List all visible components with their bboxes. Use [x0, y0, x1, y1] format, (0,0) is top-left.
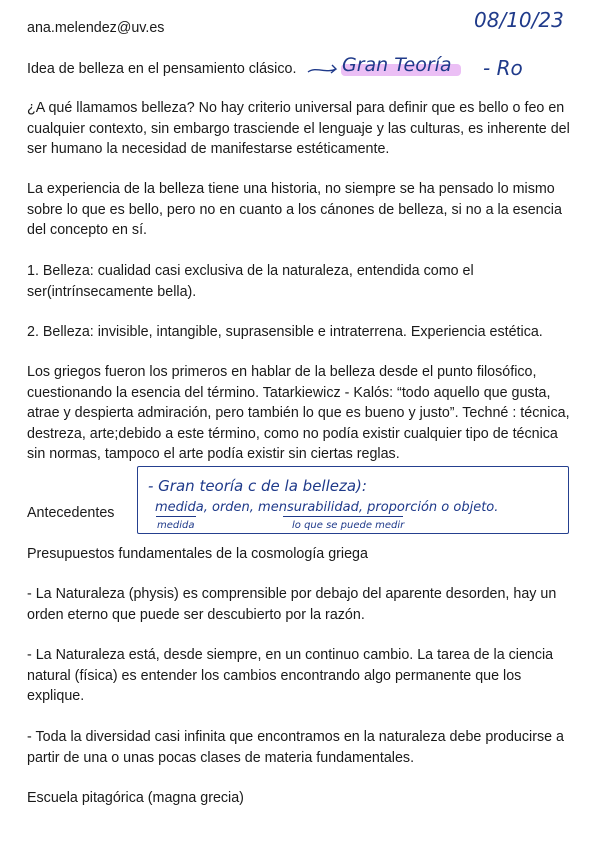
handwritten-date: 08/10/23: [474, 8, 564, 32]
handwritten-under-mensurabilidad: lo que se puede medir: [292, 520, 405, 531]
handwritten-under-medida: medida: [157, 520, 195, 531]
paragraph-8: - Toda la diversidad casi infinita que encontramos en la naturaleza debe producirse a partir de una o unas pocas clases de materia fundamentales.: [27, 729, 564, 766]
arrow-icon: [306, 60, 342, 80]
handwritten-box-line-1: - Gran teoría c de la belleza):: [148, 477, 367, 495]
handwritten-title-suffix: - Ro: [483, 56, 523, 80]
paragraph-3: 1. Belleza: cualidad casi exclusiva de la naturaleza, entendida como el ser(intrínsecamente bella).: [27, 263, 474, 300]
email: ana.melendez@uv.es: [27, 20, 165, 36]
paragraph-6: - La Naturaleza (physis) es comprensible por debajo del aparente desorden, hay un orden eterno que puede ser descubierto por la razón.: [27, 586, 557, 623]
handwritten-title-note: Gran Teoría: [342, 54, 452, 76]
paragraph-4: 2. Belleza: invisible, intangible, suprasensible e intraterrena. Experiencia estética.: [27, 324, 543, 340]
paragraph-9: Escuela pitagórica (magna grecia): [27, 790, 244, 806]
paragraph-2: La experiencia de la belleza tiene una historia, no siempre se ha pensado lo mismo sobre lo que es bello, pero no en cuanto a los cánones de belleza, si no a la esencia del concepto en sí.: [27, 181, 562, 238]
paragraph-7: - La Naturaleza está, desde siempre, en un continuo cambio. La tarea de la ciencia natural (física) es entender los cambios encontrando algo permanente que los explique.: [27, 647, 554, 704]
handwritten-box-line-2: medida, orden, mensurabilidad, proporción o objeto.: [155, 500, 499, 515]
paragraph-1: ¿A qué llamamos belleza? No hay criterio universal para definir que es bello o feo en cualquier contexto, sin embargo trasciende el lenguaje y las culturas, es inherente del ser humano la necesidad de manifestarse estéticamente.: [27, 100, 570, 157]
paragraph-5: Los griegos fueron los primeros en hablar de la belleza desde el punto filosófico, cuestionando la esencia del término. Tatarkiewicz - Kalós: “todo aquello que gusta, atrae y despierta admiración, pero también lo que es bueno y justo”. Techné : técnica, destreza, arte;debido a este término, como no podía existir cualquier tipo de técnica sin normas, tampoco el arte podía existir sin ciertas reglas.: [27, 364, 570, 462]
underline-mark: [156, 516, 196, 517]
page-title: Idea de belleza en el pensamiento clásico.: [27, 61, 297, 77]
underline-mark: [283, 516, 403, 517]
heading-antecedentes: Antecedentes: [27, 505, 115, 521]
heading-presupuestos: Presupuestos fundamentales de la cosmología griega: [27, 546, 368, 562]
